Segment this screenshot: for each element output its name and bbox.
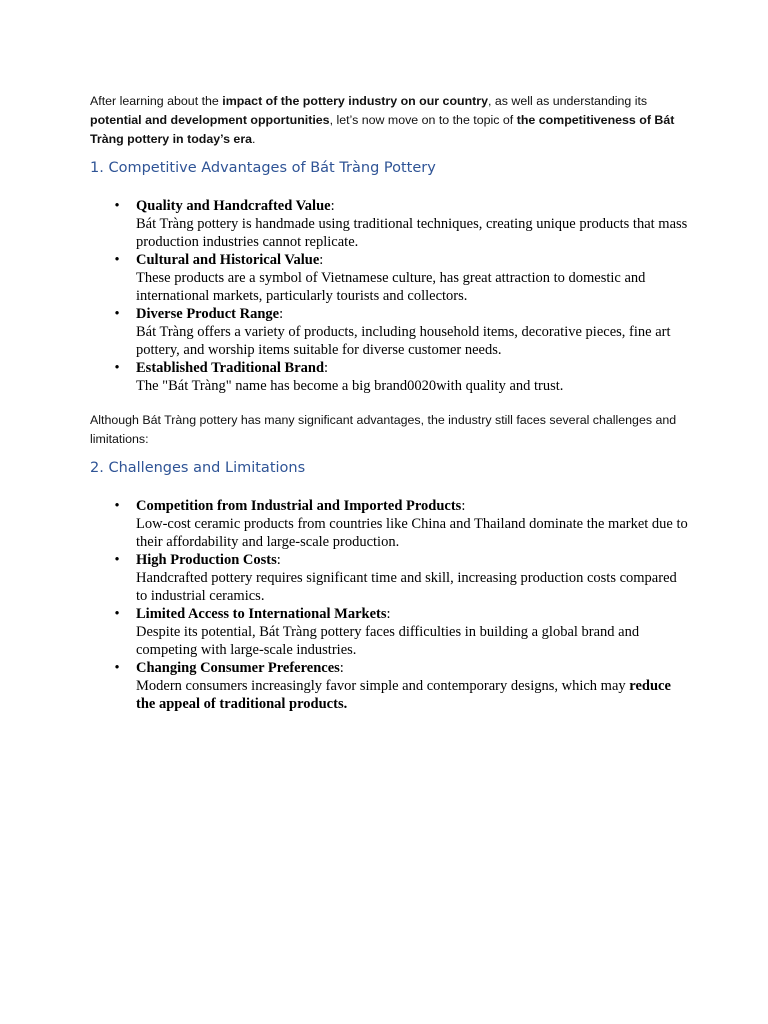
item-description-text: Modern consumers increasingly favor simple and contemporary designs, which may [136, 678, 630, 694]
item-description: The "Bát Tràng" name has become a big brand0020with quality and trust. [136, 378, 564, 394]
bullet: • [114, 498, 120, 514]
intro-text-2: , as well as understanding its [488, 94, 648, 108]
intro-bold-2: potential and development opportunities [90, 113, 330, 127]
item-colon: : [319, 252, 324, 268]
item-title: Changing Consumer Preferences [136, 660, 340, 676]
advantages-list [110, 197, 690, 395]
list-item [110, 251, 690, 305]
item-title: Quality and Handcrafted Value [136, 198, 331, 214]
item-description: Despite its potential, Bát Tràng pottery faces difficulties in building a global brand and competing with large-scale industries. [136, 624, 640, 658]
item-description-bold: reduce the appeal of traditional products. [136, 678, 671, 712]
item-description [136, 677, 690, 713]
item-colon: : [279, 306, 284, 322]
item-colon: : [461, 498, 466, 514]
list-item [110, 359, 690, 395]
item-title: Competition from Industrial and Imported Products [136, 498, 462, 514]
item-description: Handcrafted pottery requires significant time and skill, increasing production costs compared to industrial ceramics. [136, 570, 677, 604]
item-colon: : [330, 198, 335, 214]
intro-paragraph [90, 92, 690, 149]
list-item [110, 605, 690, 659]
section-2-heading: 2. Challenges and Limitations [90, 460, 306, 476]
item-title: Established Traditional Brand [136, 360, 325, 376]
bullet: • [114, 252, 120, 268]
item-title: Cultural and Historical Value [136, 252, 320, 268]
challenges-list [110, 497, 690, 713]
transition-paragraph: Although Bát Tràng pottery has many significant advantages, the industry still faces several challenges and limitations: [90, 413, 677, 446]
bullet: • [114, 306, 120, 322]
item-description: Low-cost ceramic products from countries like China and Thailand dominate the market due to their affordability and large-scale production. [136, 516, 688, 550]
bullet: • [114, 360, 120, 376]
item-title: Diverse Product Range [136, 306, 280, 322]
list-item [110, 659, 690, 713]
item-description: Bát Tràng pottery is handmade using traditional techniques, creating unique products that mass production industries cannot replicate. [136, 216, 688, 250]
item-title: High Production Costs [136, 552, 277, 568]
bullet: • [114, 660, 120, 676]
intro-text-4: . [252, 132, 256, 146]
list-item [110, 305, 690, 359]
intro-bold-3: the competitiveness of Bát Tràng pottery in today’s era [90, 113, 675, 146]
bullet: • [114, 198, 120, 214]
item-colon: : [276, 552, 281, 568]
item-colon: : [339, 660, 344, 676]
item-colon: : [324, 360, 329, 376]
intro-text-1: After learning about the [90, 94, 223, 108]
bullet: • [114, 606, 120, 622]
list-item [110, 197, 690, 251]
list-item [110, 497, 690, 551]
bullet: • [114, 552, 120, 568]
item-title: Limited Access to International Markets [136, 606, 387, 622]
item-colon: : [386, 606, 391, 622]
item-description: These products are a symbol of Vietnamese culture, has great attraction to domestic and international markets, particularly tourists and collectors. [136, 270, 646, 304]
list-item [110, 551, 690, 605]
item-description: Bát Tràng offers a variety of products, including household items, decorative pieces, fine art pottery, and worship items suitable for diverse customer needs. [136, 324, 671, 358]
section-1-heading: 1. Competitive Advantages of Bát Tràng Pottery [90, 160, 436, 176]
intro-text-3: , let’s now move on to the topic of [329, 113, 517, 127]
intro-bold-1: impact of the pottery industry on our country [222, 94, 488, 108]
